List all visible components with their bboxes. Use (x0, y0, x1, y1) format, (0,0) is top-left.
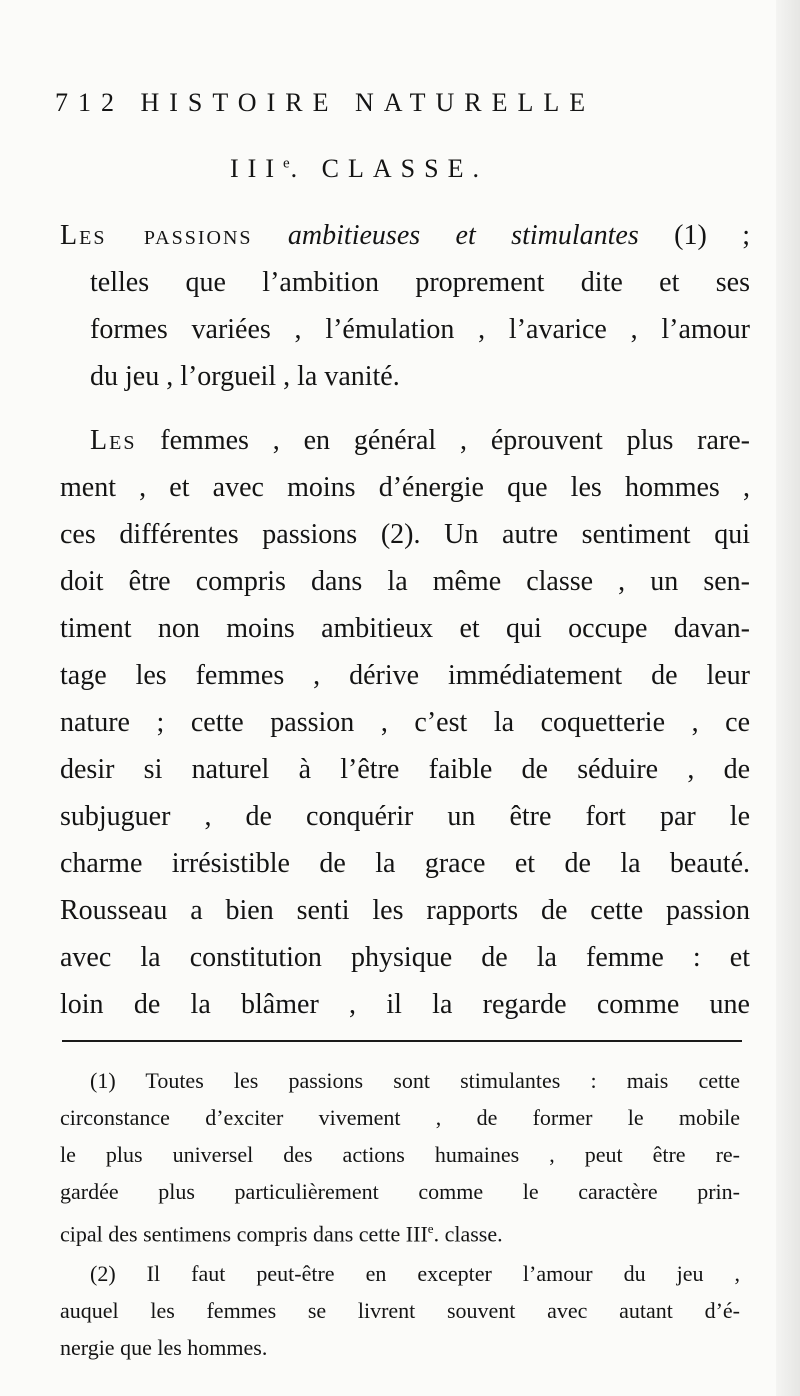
footnote-2-line: (2) Il faut peut-être en excepter l’amour du jeu , (90, 1261, 740, 1286)
footnote-1-line: cipal des sentimens compris dans cette (60, 1221, 401, 1247)
paragraph-2-line: doit être compris dans la même classe , un sen- (60, 566, 750, 597)
paragraph-1-line: du jeu , l’orgueil , la vanité. (90, 361, 400, 392)
footnotes (60, 1062, 740, 1366)
running-head: 712 HISTOIRE NATURELLE (55, 88, 596, 117)
paragraph-1-line-1 (60, 212, 750, 259)
section-heading (230, 154, 488, 184)
section-numeral: III (230, 154, 283, 183)
paragraph-2-line: ment , et avec moins d’énergie que les hommes , (60, 472, 750, 503)
paragraph-2-first-rest: femmes , en général , éprouvent plus rare- (136, 425, 750, 456)
paragraph-2-line: desir si naturel à l’être faible de séduire , de (60, 754, 750, 785)
footnote-ref-1: (1) ; (638, 220, 750, 251)
footnote-1-end: . classe. (433, 1221, 503, 1247)
footnote-1-line: le plus universel des actions humaines , peut être re- (60, 1142, 740, 1167)
page-edge-shadow (776, 0, 800, 1396)
footnote-1-last-line (60, 1210, 740, 1247)
paragraph-1-line: telles que l’ambition proprement dite et ses (90, 267, 750, 298)
paragraph-1-italic: ambitieuses et stimulantes (252, 220, 639, 251)
footnote-1-numeral: III (405, 1221, 428, 1247)
footnote-divider (62, 1040, 742, 1042)
paragraph-2-line: subjuguer , de conquérir un être fort par le (60, 801, 750, 832)
footnote-1-line: (1) Toutes les passions sont stimulantes : mais cette (90, 1068, 740, 1093)
footnote-1-line: circonstance d’exciter vivement , de former le mobile (60, 1105, 740, 1130)
paragraph-2-lead: Les (90, 425, 137, 456)
paragraph-2-line: ces différentes passions (2). Un autre sentiment qui (60, 519, 750, 550)
paragraph-2-line-1 (60, 417, 750, 464)
paragraph-2-line: tage les femmes , dérive immédiatement de leur (60, 660, 750, 691)
paragraph-2-line: charme irrésistible de la grace et de la beauté. (60, 848, 750, 879)
footnote-1-suffix: e (427, 1221, 434, 1236)
footnote-1-line: gardée plus particulièrement comme le caractère prin- (60, 1179, 740, 1204)
paragraph-2-line: Rousseau a bien senti les rapports de cette passion (60, 895, 750, 926)
paragraph-2-line: nature ; cette passion , c’est la coquetterie , ce (60, 707, 750, 738)
section-heading-rest: . CLASSE. (290, 154, 488, 183)
paragraph-2-line: timent non moins ambitieux et qui occupe davan- (60, 613, 750, 644)
section-numeral-suffix: e (282, 155, 291, 172)
paragraph-2-line: avec la constitution physique de la femme : et (60, 942, 750, 973)
paragraph-2-line: loin de la blâmer , il la regarde comme une (60, 989, 750, 1020)
paragraph-1-line: formes variées , l’émulation , l’avarice , l’amour (90, 314, 750, 345)
paragraph-1-lead: Les passions (60, 220, 253, 251)
footnote-2-line: auquel les femmes se livrent souvent avec autant d’é- (60, 1298, 740, 1323)
footnote-2-line: nergie que les hommes. (60, 1335, 268, 1360)
body-text (60, 212, 750, 1028)
